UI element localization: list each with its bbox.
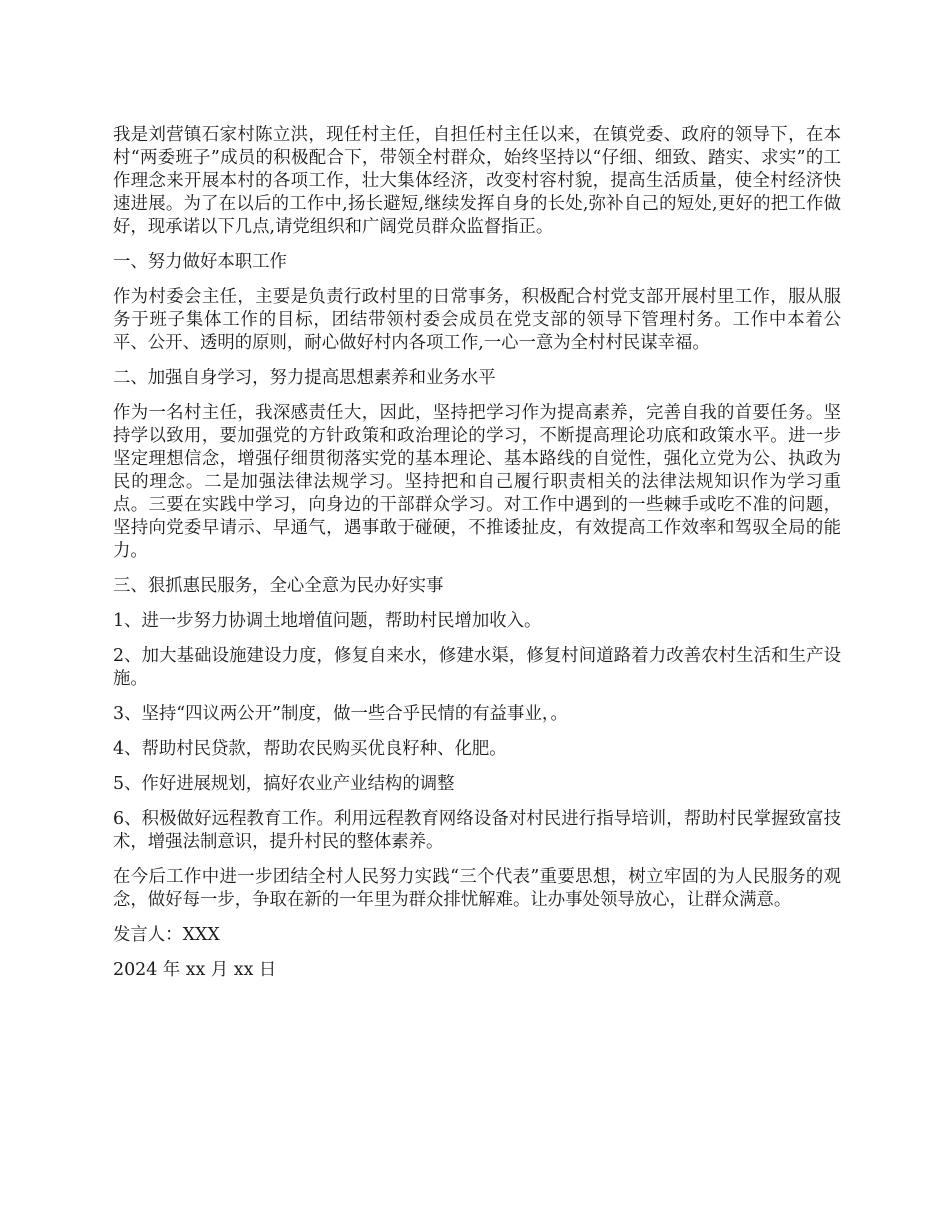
- section-3-heading: 三、狠抓惠民服务，全心全意为民办好实事: [113, 576, 444, 596]
- list-item: 6、积极做好远程教育工作。利用远程教育网络设备对村民进行指导培训，帮助村民掌握致富技术，增强法制意识，提升村民的整体素养。: [113, 809, 841, 852]
- section-1-heading: 一、努力做好本职工作: [113, 252, 287, 272]
- list-item: 5、作好进展规划，搞好农业产业结构的调整: [113, 774, 455, 794]
- section-2-body: 作为一名村主任，我深感责任大，因此，坚持把学习作为提高素养，完善自我的首要任务。坚持学以致用，要加强党的方针政策和政治理论的学习，不断提高理论功底和政策水平。进一步坚定理想信念，增强仔细贯彻落实党的基本理论、基本路线的自觉性，强化立党为公、执政为民的理念。二是加强法律法规学习。坚持把和自己履行职责相关的法律法规知识作为学习重点。三要在实践中学习，向身边的干部群众学习。对工作中遇到的一些棘手或吃不准的问题，坚持向党委早请示、早通气，遇事敢于碰硬，不推诿扯皮，有效提高工作效率和驾驭全局的能力。: [113, 403, 841, 561]
- date-line: 2024 年 xx 月 xx 日: [113, 960, 277, 980]
- list-item: 1、进一步努力协调土地增值问题，帮助村民增加收入。: [113, 611, 542, 631]
- list-item: 4、帮助村民贷款，帮助农民购买优良籽种、化肥。: [113, 739, 507, 759]
- speaker-line: 发言人：XXX: [113, 925, 220, 945]
- section-1-body: 作为村委会主任，主要是负责行政村里的日常事务，积极配合村党支部开展村里工作，服从服务于班子集体工作的目标，团结带领村委会成员在党支部的领导下管理村务。工作中本着公平、公开、透明的原则，耐心做好村内各项工作,一心一意为全村村民谋幸福。: [113, 287, 841, 353]
- intro-paragraph: 我是刘营镇石家村陈立洪，现任村主任，自担任村主任以来，在镇党委、政府的领导下，在本村“两委班子”成员的积极配合下，带领全村群众，始终坚持以“仔细、细致、踏实、求实”的工作理念来开展本村的各项工作，壮大集体经济，改变村容村貌，提高生活质量，使全村经济快速进展。为了在以后的工作中,扬长避短,继续发挥自身的长处,弥补自己的短处,更好的把工作做好，现承诺以下几点,请党组织和广阔党员群众监督指正。: [113, 125, 841, 237]
- list-item: 3、坚持“四议两公开”制度，做一些合乎民情的有益事业，。: [113, 704, 568, 724]
- closing-paragraph: 在今后工作中进一步团结全村人民努力实践“三个代表”重要思想，树立牢固的为人民服务的观念，做好每一步，争取在新的一年里为群众排忧解难。让办事处领导放心，让群众满意。: [113, 867, 841, 910]
- section-2-heading: 二、加强自身学习，努力提高思想素养和业务水平: [113, 368, 496, 388]
- list-item: 2、加大基础设施建设力度，修复自来水，修建水渠，修复村间道路着力改善农村生活和生产设施。: [113, 646, 841, 689]
- document-page: [113, 124, 841, 982]
